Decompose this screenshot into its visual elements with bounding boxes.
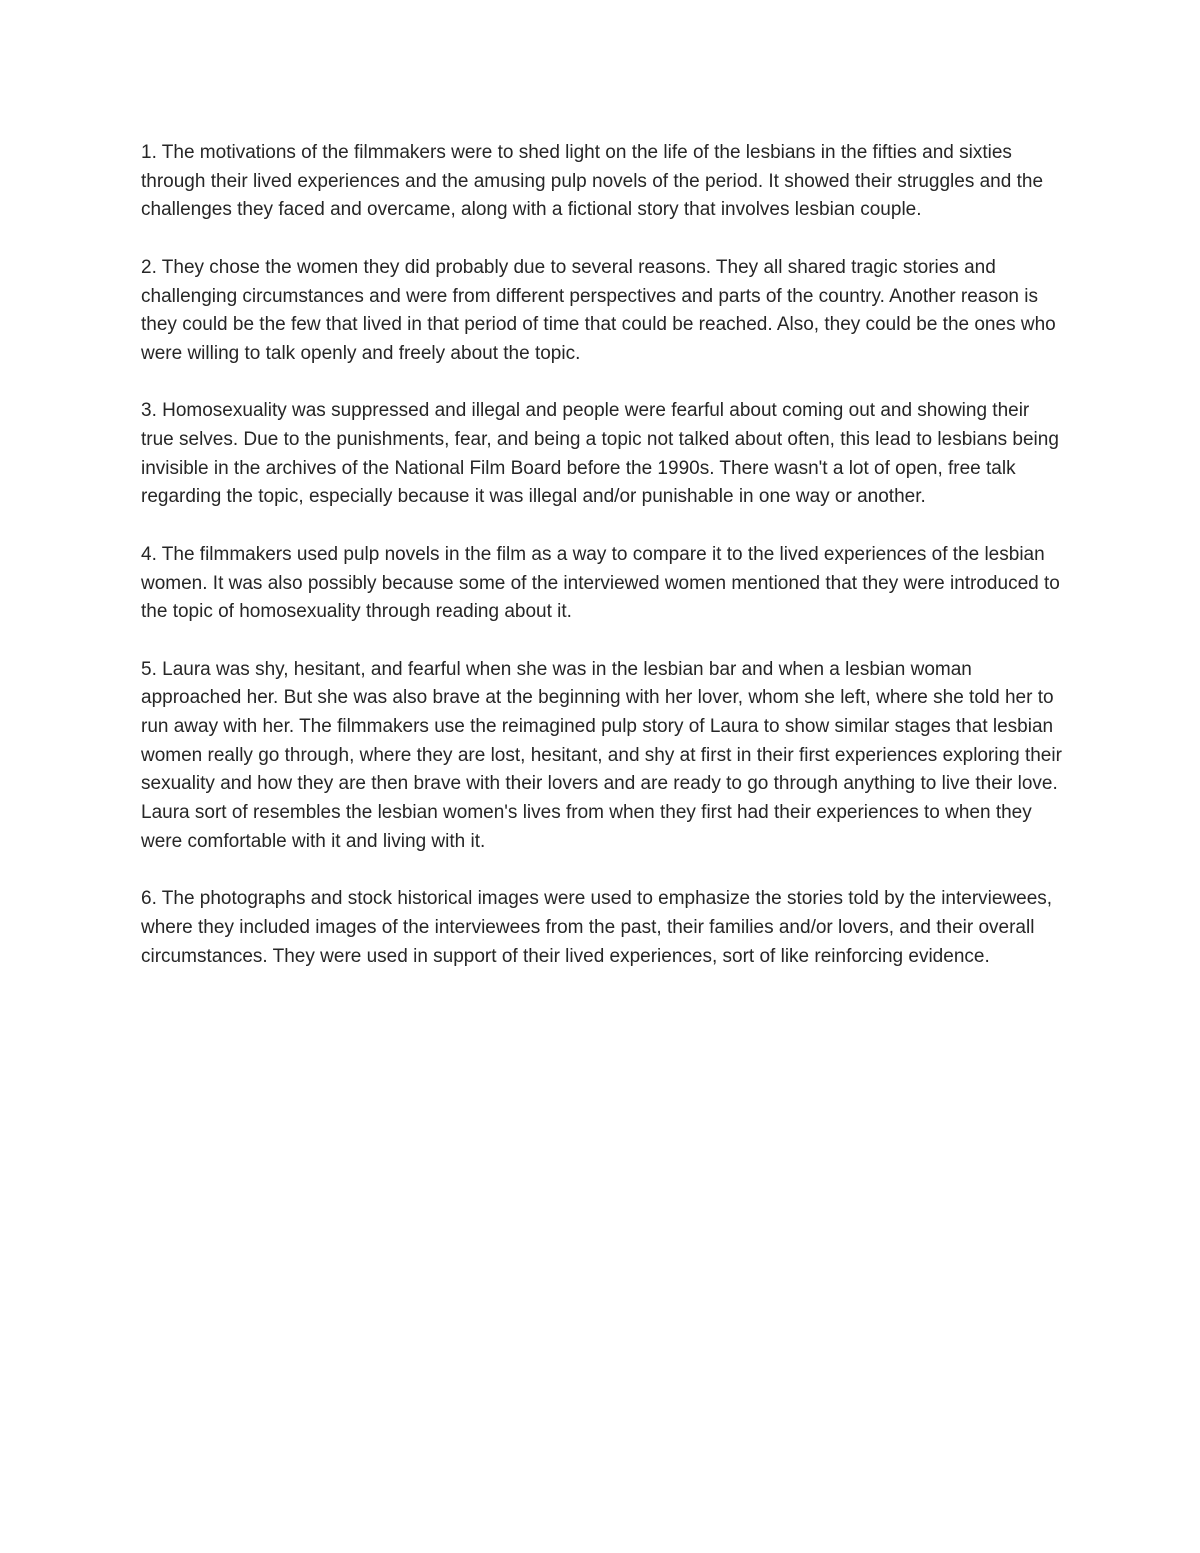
answer-paragraph-6: 6. The photographs and stock historical images were used to emphasize the stories told by the interviewees, where they included images of the interviewees from the past, their families and/or lovers, and their overall circumstances. They were used in support of their lived experiences, sort of like reinforcing evidence. bbox=[141, 888, 1053, 967]
answer-paragraph-3: 3. Homosexuality was suppressed and illegal and people were fearful about coming out and showing their true selves. Due to the punishments, fear, and being a topic not talked about often, this lead to lesbians being invisible in the archives of the National Film Board before the 1990s. There wasn't a lot of open, free talk regarding the topic, especially because it was illegal and/or punishable in one way or another. bbox=[141, 400, 1059, 508]
document-body bbox=[141, 139, 1066, 971]
answer-paragraph-2: 2. They chose the women they did probably due to several reasons. They all shared tragic stories and challenging circumstances and were from different perspectives and parts of the country. Another reason is they could be the few that lived in that period of time that could be reached. Also, they could be the ones who were willing to talk openly and freely about the topic. bbox=[141, 256, 1056, 364]
answer-paragraph-5: 5. Laura was shy, hesitant, and fearful when she was in the lesbian bar and when a lesbian woman approached her. But she was also brave at the beginning with her lover, whom she left, where she told her to run away with her. The filmmakers use the reimagined pulp story of Laura to show similar stages that lesbian women really go through, where they are lost, hesitant, and shy at first in their first experiences exploring their sexuality and how they are then brave with their lovers and are ready to go through anything to live their love. Laura sort of resembles the lesbian women's lives from when they first had their experiences to when they were comfortable with it and living with it. bbox=[141, 658, 1062, 852]
answer-paragraph-4: 4. The filmmakers used pulp novels in the film as a way to compare it to the lived experiences of the lesbian women. It was also possibly because some of the interviewed women mentioned that they were introduced to the topic of homosexuality through reading about it. bbox=[141, 543, 1060, 623]
answer-paragraph-1: 1. The motivations of the filmmakers were to shed light on the life of the lesbians in the fifties and sixties through their lived experiences and the amusing pulp novels of the period. It showed their struggles and the challenges they faced and overcame, along with a fictional story that involves lesbian couple. bbox=[141, 142, 1044, 221]
